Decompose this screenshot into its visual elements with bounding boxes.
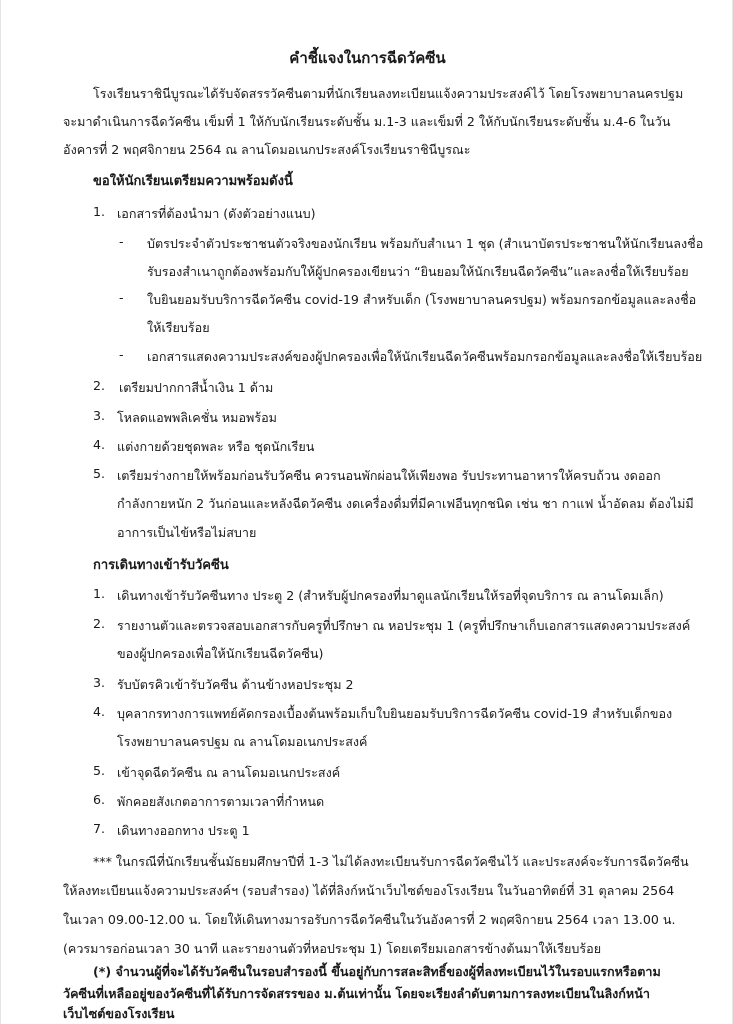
footnote-line: วัคซีนที่เหลืออยู่ของวัคซีนที่ได้รับการจัดสรรของ ม.ต้นเท่านั้น โดยจะเรียงลำดับตามการลงทะเบียนในลิงก์หน้า: [63, 986, 650, 1001]
note-line: ให้ลงทะเบียนแจ้งความประสงค์ฯ (รอบสำรอง) ได้ที่ลิงก์หน้าเว็บไซต์ของโรงเรียน ในวันอาทิตย์ที่ 31 ตุลาคม 2564: [63, 883, 675, 898]
doc-item-line: ใบยินยอมรับบริการฉีดวัคซีน covid-19 สำหรับเด็ก (โรงพยาบาลนครปฐม) พร้อมกรอกข้อมูลและลงชื่อ: [147, 292, 697, 307]
doc-item-line: บัตรประจำตัวประชาชนตัวจริงของนักเรียน พร้อมกับสำเนา 1 ชุด (สำเนาบัตรประชาชนให้นักเรียนลงชื่อ: [147, 236, 704, 251]
doc-item-line: เอกสารแสดงความประสงค์ของผู้ปกครองเพื่อให้นักเรียนฉีดวัคซีนพร้อมกรอกข้อมูลและลงชื่อให้เรียบร้อย: [147, 349, 703, 364]
travel-item-text: รายงานตัวและตรวจสอบเอกสารกับครูที่ปรึกษา ณ หอประชุม 1 (ครูที่ปรึกษาเก็บเอกสารแสดงความประสงค์: [117, 618, 691, 633]
travel-item-number: 6.: [93, 792, 106, 807]
travel-item-text: โรงพยาบาลนครปฐม ณ ลานโดมอเนกประสงค์: [117, 734, 368, 749]
travel-item-text: รับบัตรคิวเข้ารับวัคซีน ด้านข้างหอประชุม 2: [117, 677, 354, 692]
travel-item-number: 3.: [93, 675, 106, 690]
doc-item-line: รับรองสำเนาถูกต้องพร้อมกับให้ผู้ปกครองเขียนว่า “ยินยอมให้นักเรียนฉีดวัคซีน”และลงชื่อให้เรียบร้อย: [147, 264, 689, 279]
prepare-item-text: เอกสารที่ต้องนำมา (ดังตัวอย่างแนบ): [117, 206, 316, 221]
intro-line-3: อังคารที่ 2 พฤศจิกายน 2564 ณ ลานโดมอเนกประสงค์โรงเรียนราชินีบูรณะ: [63, 142, 471, 157]
travel-item-text: เข้าจุดฉีดวัคซีน ณ ลานโดมอเนกประสงค์: [117, 765, 341, 780]
footnote-line: (*) จำนวนผู้ที่จะได้รับวัคซีนในรอบสำรองนี้ ขึ้นอยู่กับการสละสิทธิ์ของผู้ที่ลงทะเบียนไว้ในรอบแรกหรือตาม: [93, 964, 661, 979]
travel-item-number: 2.: [93, 616, 106, 631]
prepare-item-text: โหลดแอพพลิเคชั่น หมอพร้อม: [117, 410, 277, 425]
prepare-item-number: 4.: [93, 437, 106, 452]
prepare-item-text: กำลังกายหนัก 2 วันก่อนและหลังฉีดวัคซีน งดเครื่องดื่มที่มีคาเฟอีนทุกชนิด เช่น ชา กาแฟ น้ำอัดลม ต้องไม่มี: [117, 496, 694, 511]
prepare-heading: ขอให้นักเรียนเตรียมความพร้อมดังนี้: [93, 174, 293, 189]
travel-item-text: เดินทางเข้ารับวัคซีนทาง ประตู 2 (สำหรับผู้ปกครองที่มาดูแลนักเรียนให้รอที่จุดบริการ ณ ลานโดมเล็ก): [117, 588, 664, 603]
prepare-item-number: 3.: [93, 408, 106, 423]
note-line: ในเวลา 09.00-12.00 น. โดยให้เดินทางมารอรับการฉีดวัคซีนในวันอังคารที่ 2 พฤศจิกายน 2564 เวลา 13.00 น.: [63, 912, 676, 927]
intro-line-1: โรงเรียนราชินีบูรณะได้รับจัดสรรวัคซีนตามที่นักเรียนลงทะเบียนแจ้งความประสงค์ไว้ โดยโรงพยาบาลนครปฐม: [93, 86, 684, 101]
prepare-item-text: แต่งกายด้วยชุดพละ หรือ ชุดนักเรียน: [117, 439, 315, 454]
document-title: คำชี้แจงในการฉีดวัคซีน: [289, 49, 446, 67]
note-line: (ควรมารอก่อนเวลา 30 นาที และรายงานตัวที่หอประชุม 1) โดยเตรียมเอกสารข้างต้นมาให้เรียบร้อย: [63, 941, 602, 956]
doc-bullet: -: [119, 290, 124, 305]
doc-bullet: -: [119, 347, 124, 362]
footnote-line: เว็บไซต์ของโรงเรียน: [63, 1006, 175, 1021]
prepare-item-number: 1.: [93, 204, 106, 219]
intro-line-2: จะมาดำเนินการฉีดวัคซีน เข็มที่ 1 ให้กับนักเรียนระดับชั้น ม.1-3 และเข็มที่ 2 ให้กับนักเรียนระดับชั้น ม.4-6 ในวัน: [63, 114, 671, 129]
travel-item-number: 7.: [93, 821, 106, 836]
travel-item-number: 1.: [93, 586, 106, 601]
travel-item-text: พักคอยสังเกตอาการตามเวลาที่กำหนด: [117, 794, 325, 809]
travel-item-number: 4.: [93, 704, 106, 719]
prepare-item-text: เตรียมร่างกายให้พร้อมก่อนรับวัคซีน ควรนอนพักผ่อนให้เพียงพอ รับประทานอาหารให้ครบถ้วน งดออก: [117, 468, 661, 483]
note-line: *** ในกรณีที่นักเรียนชั้นมัธยมศึกษาปีที่ 1-3 ไม่ได้ลงทะเบียนรับการฉีดวัคซีนไว้ และประสงค์จะรับการฉีดวัคซีน: [93, 854, 689, 869]
travel-item-text: เดินทางออกทาง ประตู 1: [117, 823, 250, 838]
doc-bullet: -: [119, 234, 124, 249]
prepare-item-number: 5.: [93, 466, 106, 481]
travel-item-text: ของผู้ปกครองเพื่อให้นักเรียนฉีดวัคซีน): [117, 646, 324, 661]
travel-item-text: บุคลากรทางการแพทย์คัดกรองเบื้องต้นพร้อมเก็บใบยินยอมรับบริการฉีดวัคซีน covid-19 สำหรับเด็กของ: [117, 706, 673, 721]
prepare-item-text: เตรียมปากกาสีน้ำเงิน 1 ด้าม: [119, 380, 274, 395]
prepare-item-number: 2.: [93, 378, 106, 393]
doc-item-line: ให้เรียบร้อย: [147, 320, 210, 335]
travel-item-number: 5.: [93, 763, 106, 778]
prepare-item-text: อาการเป็นไข้หรือไม่สบาย: [117, 525, 257, 540]
travel-heading: การเดินทางเข้ารับวัคซีน: [93, 558, 229, 573]
